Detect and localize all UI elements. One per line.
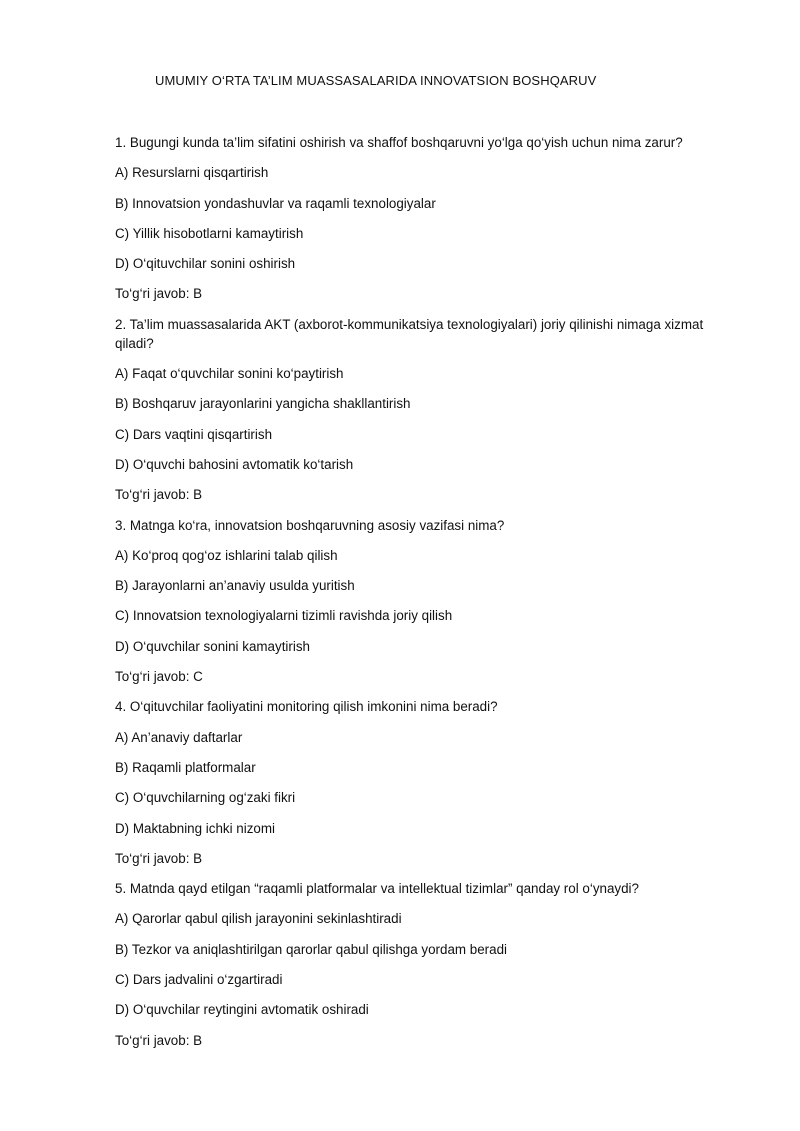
question-4-option-c: C) O‘quvchilarning og‘zaki fikri — [115, 790, 296, 806]
question-2-option-c: C) Dars vaqtini qisqartirish — [115, 426, 273, 442]
question-3-answer: To‘g‘ri javob: C — [115, 669, 203, 685]
question-2-option-d: D) O‘quvchi bahosini avtomatik ko‘tarish — [115, 456, 354, 472]
question-1-option-a: A) Resurslarni qisqartirish — [115, 165, 269, 181]
question-list — [115, 133, 725, 1061]
question-3-option-c: C) Innovatsion texnologiyalarni tizimli ravishda joriy qilish — [115, 608, 453, 624]
question-5-answer: To‘g‘ri javob: B — [115, 1032, 203, 1048]
question-3-text: 3. Matnga ko‘ra, innovatsion boshqaruvning asosiy vazifasi nima? — [115, 517, 505, 533]
question-2-text: 2. Ta’lim muassasalarida AKT (axborot-kommunikatsiya texnologiyalari) joriy qilinishi nimaga xizmat qiladi? — [115, 316, 704, 351]
question-1-option-d: D) O‘qituvchilar sonini oshirish — [115, 256, 296, 272]
document-title: UMUMIY O‘RTA TA’LIM MUASSASALARIDA INNOVATSION BOSHQARUV — [155, 73, 597, 88]
question-2-option-a: A) Faqat o‘quvchilar sonini ko‘paytirish — [115, 366, 344, 382]
question-5-option-a: A) Qarorlar qabul qilish jarayonini sekinlashtiradi — [115, 911, 402, 927]
question-1-answer: To‘g‘ri javob: B — [115, 286, 203, 302]
question-4-option-d: D) Maktabning ichki nizomi — [115, 820, 276, 836]
question-5-option-b: B) Tezkor va aniqlashtirilgan qarorlar qabul qilishga yordam beradi — [115, 941, 508, 957]
question-4-option-a: A) An’anaviy daftarlar — [115, 729, 243, 745]
question-5-option-d: D) O‘quvchilar reytingini avtomatik oshiradi — [115, 1002, 369, 1018]
question-5-option-c: C) Dars jadvalini o‘zgartiradi — [115, 972, 283, 988]
question-1-option-b: B) Innovatsion yondashuvlar va raqamli texnologiyalar — [115, 195, 436, 211]
question-2-option-b: B) Boshqaruv jarayonlarini yangicha shakllantirish — [115, 396, 411, 412]
question-1-option-c: C) Yillik hisobotlarni kamaytirish — [115, 225, 304, 241]
question-4-option-b: B) Raqamli platformalar — [115, 759, 256, 775]
question-3-option-b: B) Jarayonlarni an’anaviy usulda yuritish — [115, 578, 355, 594]
question-4-answer: To‘g‘ri javob: B — [115, 850, 203, 866]
question-3-option-d: D) O‘quvchilar sonini kamaytirish — [115, 638, 310, 654]
question-1-text: 1. Bugungi kunda ta’lim sifatini oshirish va shaffof boshqaruvni yo‘lga qo‘yish uchun nima zarur? — [115, 135, 683, 150]
question-2-answer: To‘g‘ri javob: B — [115, 487, 203, 503]
question-5-text: 5. Matnda qayd etilgan “raqamli platformalar va intellektual tizimlar” qanday rol o‘ynaydi? — [115, 881, 639, 897]
question-3-option-a: A) Ko‘proq qog‘oz ishlarini talab qilish — [115, 547, 338, 563]
question-4-text: 4. O‘qituvchilar faoliyatini monitoring qilish imkonini nima beradi? — [115, 699, 498, 715]
